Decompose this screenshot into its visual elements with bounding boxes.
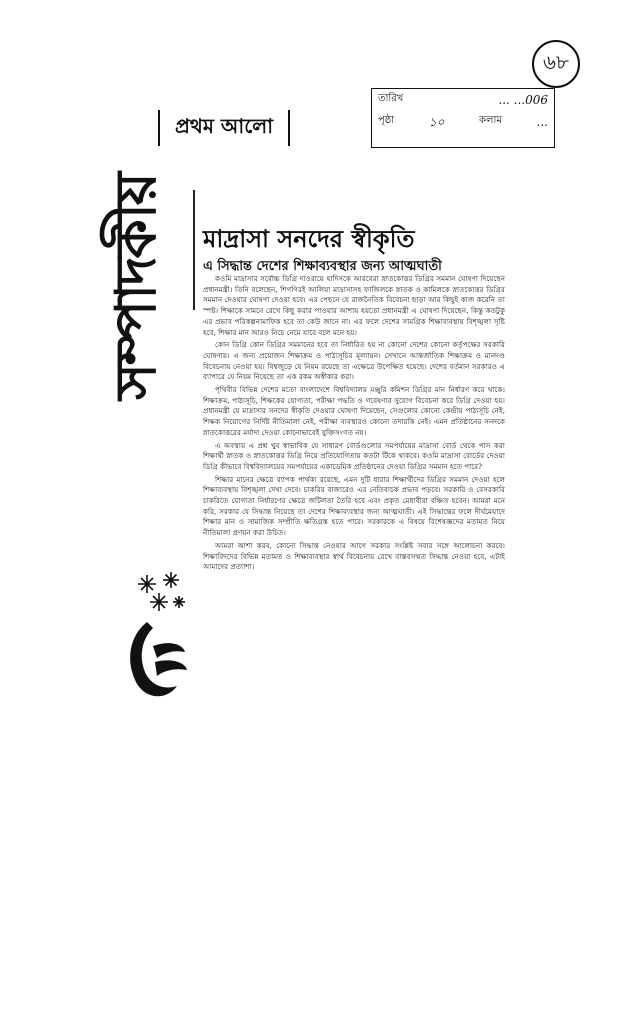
column-divider (193, 190, 195, 310)
stamp-date-value: ... ...006 (498, 93, 548, 107)
article-body (203, 274, 505, 575)
clipping-stamp (371, 88, 555, 148)
stamp-page-value: ১০ (428, 115, 445, 130)
stamp-page-label: পৃষ্ঠা (378, 115, 395, 127)
hand-flower-logo-icon (117, 566, 197, 706)
article-paragraph: পৃথিবীর বিভিন্ন দেশের মতো বাংলাদেশে বিশ্ববিদ্যালয় মঞ্জুরি কমিশন ডিগ্রির মান নির্ধারণ করে থাকে। শিক্ষাক্রম, পাঠ্যসূচি, শিক্ষকের যোগ্যতা, পরীক্ষা পদ্ধতি ও গবেষণার সুযোগ বিবেচনা করে ডিগ্রি দেওয়া হয়। প্রধানমন্ত্রী যে মাদ্রাসার সনদের স্বীকৃতি দেওয়ার ঘোষণা দিয়েছেন, সেগুলোর কোনো কেন্দ্রীয় পাঠ্যসূচি নেই, শিক্ষক নিয়োগের নির্দিষ্ট নীতিমালা নেই, পরীক্ষা ব্যবস্থারও কোনো তদারকি নেই। এমন প্রতিষ্ঠানের সনদকে স্নাতকোত্তরের মর্যাদা দেওয়া কোনোভাবেই যুক্তিসংগত নয়। (203, 385, 505, 437)
article-paragraph: শিক্ষার মানের ক্ষেত্রে ব্যাপক পার্থক্য রয়েছে, এমন দুটি ধারার শিক্ষার্থীদের ডিগ্রির সমমান দেওয়া হলে শিক্ষাব্যবস্থায় বিশৃঙ্খলা দেখা দেবে। চাকরির বাজারেও এর নেতিবাচক প্রভাব পড়বে। সরকারি ও বেসরকারি চাকরিতে যোগ্যতা নির্ধারণের ক্ষেত্রে জটিলতা তৈরি হবে এবং প্রকৃত মেধাবীরা বঞ্চিত হবেন। আমরা মনে করি, সরকার যে সিদ্ধান্ত নিয়েছে তা দেশের শিক্ষাব্যবস্থার জন্য আত্মঘাতী। এই সিদ্ধান্তের ফলে দীর্ঘমেয়াদে শিক্ষার মান ও সামাজিক সম্প্রীতি ক্ষতিগ্রস্ত হতে পারে। সরকারকে এ বিষয়ে বিশেষজ্ঞদের মতামত নিয়ে নীতিমালা প্রণয়ন করা উচিত। (203, 474, 505, 538)
article-paragraph: এ অবস্থায় এ প্রশ্ন খুব স্বাভাবিক যে সাধারণ বোর্ডগুলোর সমপর্যায়ের মাদ্রাসা বোর্ড থেকে পাস করা শিক্ষার্থী স্নাতক ও স্নাতকোত্তর ডিগ্রি নিয়ে প্রতিযোগিতায় কতটা টিকে থাকবে। কওমি মাদ্রাসা বোর্ডের দেওয়া ডিগ্রি কীভাবে বিশ্ববিদ্যালয়ের সমপর্যায়ের একাডেমিক প্রতিষ্ঠানের দেওয়া ডিগ্রির সমমান হতে পারে? (203, 440, 505, 471)
handwritten-page-number: ৬৮ (532, 40, 580, 88)
section-heading: সম্পাদকীয় (103, 174, 169, 400)
section-heading-box (90, 174, 190, 400)
article-title: মাদ্রাসা সনদের স্বীকৃতি (203, 224, 415, 253)
article-paragraph: কোন ডিগ্রি কোন ডিগ্রির সমমানের হবে তা নির্ধারিত হয় না কোনো দেশের কোনো কর্তৃপক্ষের সরকারি ঘোষণায়। এ জন্য প্রয়োজন শিক্ষাক্রম ও পাঠ্যসূচির মূল্যায়ন। সেখানে আন্তর্জাতিক শিক্ষাক্রম ও মানদণ্ড বিবেচনায় নেওয়া হয়। বিশ্বজুড়ে যে নিয়ম রয়েছে তা এক্ষেত্রে উপেক্ষিত হয়েছে। দেশের বর্তমান সরকারও এ ব্যাপারে যে নিয়ম নিয়েছে তা এক রকম অস্বীকার করা। (203, 340, 505, 382)
stamp-date-label: তারিখ (378, 93, 404, 104)
newspaper-masthead: প্রথম আলো (158, 110, 290, 146)
stamp-column-label: কলাম (479, 115, 502, 127)
article-paragraph: কওমি মাদ্রাসার সর্বোচ্চ ডিগ্রি দাওরায়ে হাদিসকে আরবেরা স্নাতকোত্তর ডিগ্রির সমমান ঘোষণা দিয়েছেন প্রধানমন্ত্রী। তিনি বলেছেন, শিগগিরই আলিয়া মাদ্রাসাসহ ফাজিলকে স্নাতক ও কামিলকে স্নাতকোত্তর ডিগ্রির সমমান দেওয়ার ঘোষণা দেওয়া হবে। এর পেছনে যে রাজনৈতিক বিবেচনা ছাড়া আর কিছুই কাজ করেনি তা স্পষ্ট। শিক্ষাকে সামনে রেখে কিছু করার পাওয়ার আশায় হয়তো প্রধানমন্ত্রী এ ঘোষণা দিয়েছেন, কিন্তু কতটুকু এর প্রভাব পরিকল্পনামাফিক হবে তা কেউ জানে না। এর ফলে দেশের সামগ্রিক শিক্ষাব্যবস্থায় বিশৃঙ্খলা সৃষ্টি হবে, শিক্ষার মান আরও নিচে নেমে যাবে বলে মনে হয়। (203, 274, 505, 337)
stamp-column-value: ... (536, 115, 548, 130)
article-paragraph: আমরা আশা করব, কোনো সিদ্ধান্ত নেওয়ার আগে সরকার সংশ্লিষ্ট সবার সঙ্গে আলোচনা করবে। শিক্ষাবিদদের বিভিন্ন মতামত ও শিক্ষাব্যবস্থার স্বার্থ বিবেচনায় রেখে বাস্তবসম্মত সিদ্ধান্ত নেওয়া হবে, এটাই আমাদের প্রত্যাশা। (203, 540, 505, 572)
article-subtitle: এ সিদ্ধান্ত দেশের শিক্ষাব্যবস্থার জন্য আত্মঘাতী (203, 259, 442, 274)
